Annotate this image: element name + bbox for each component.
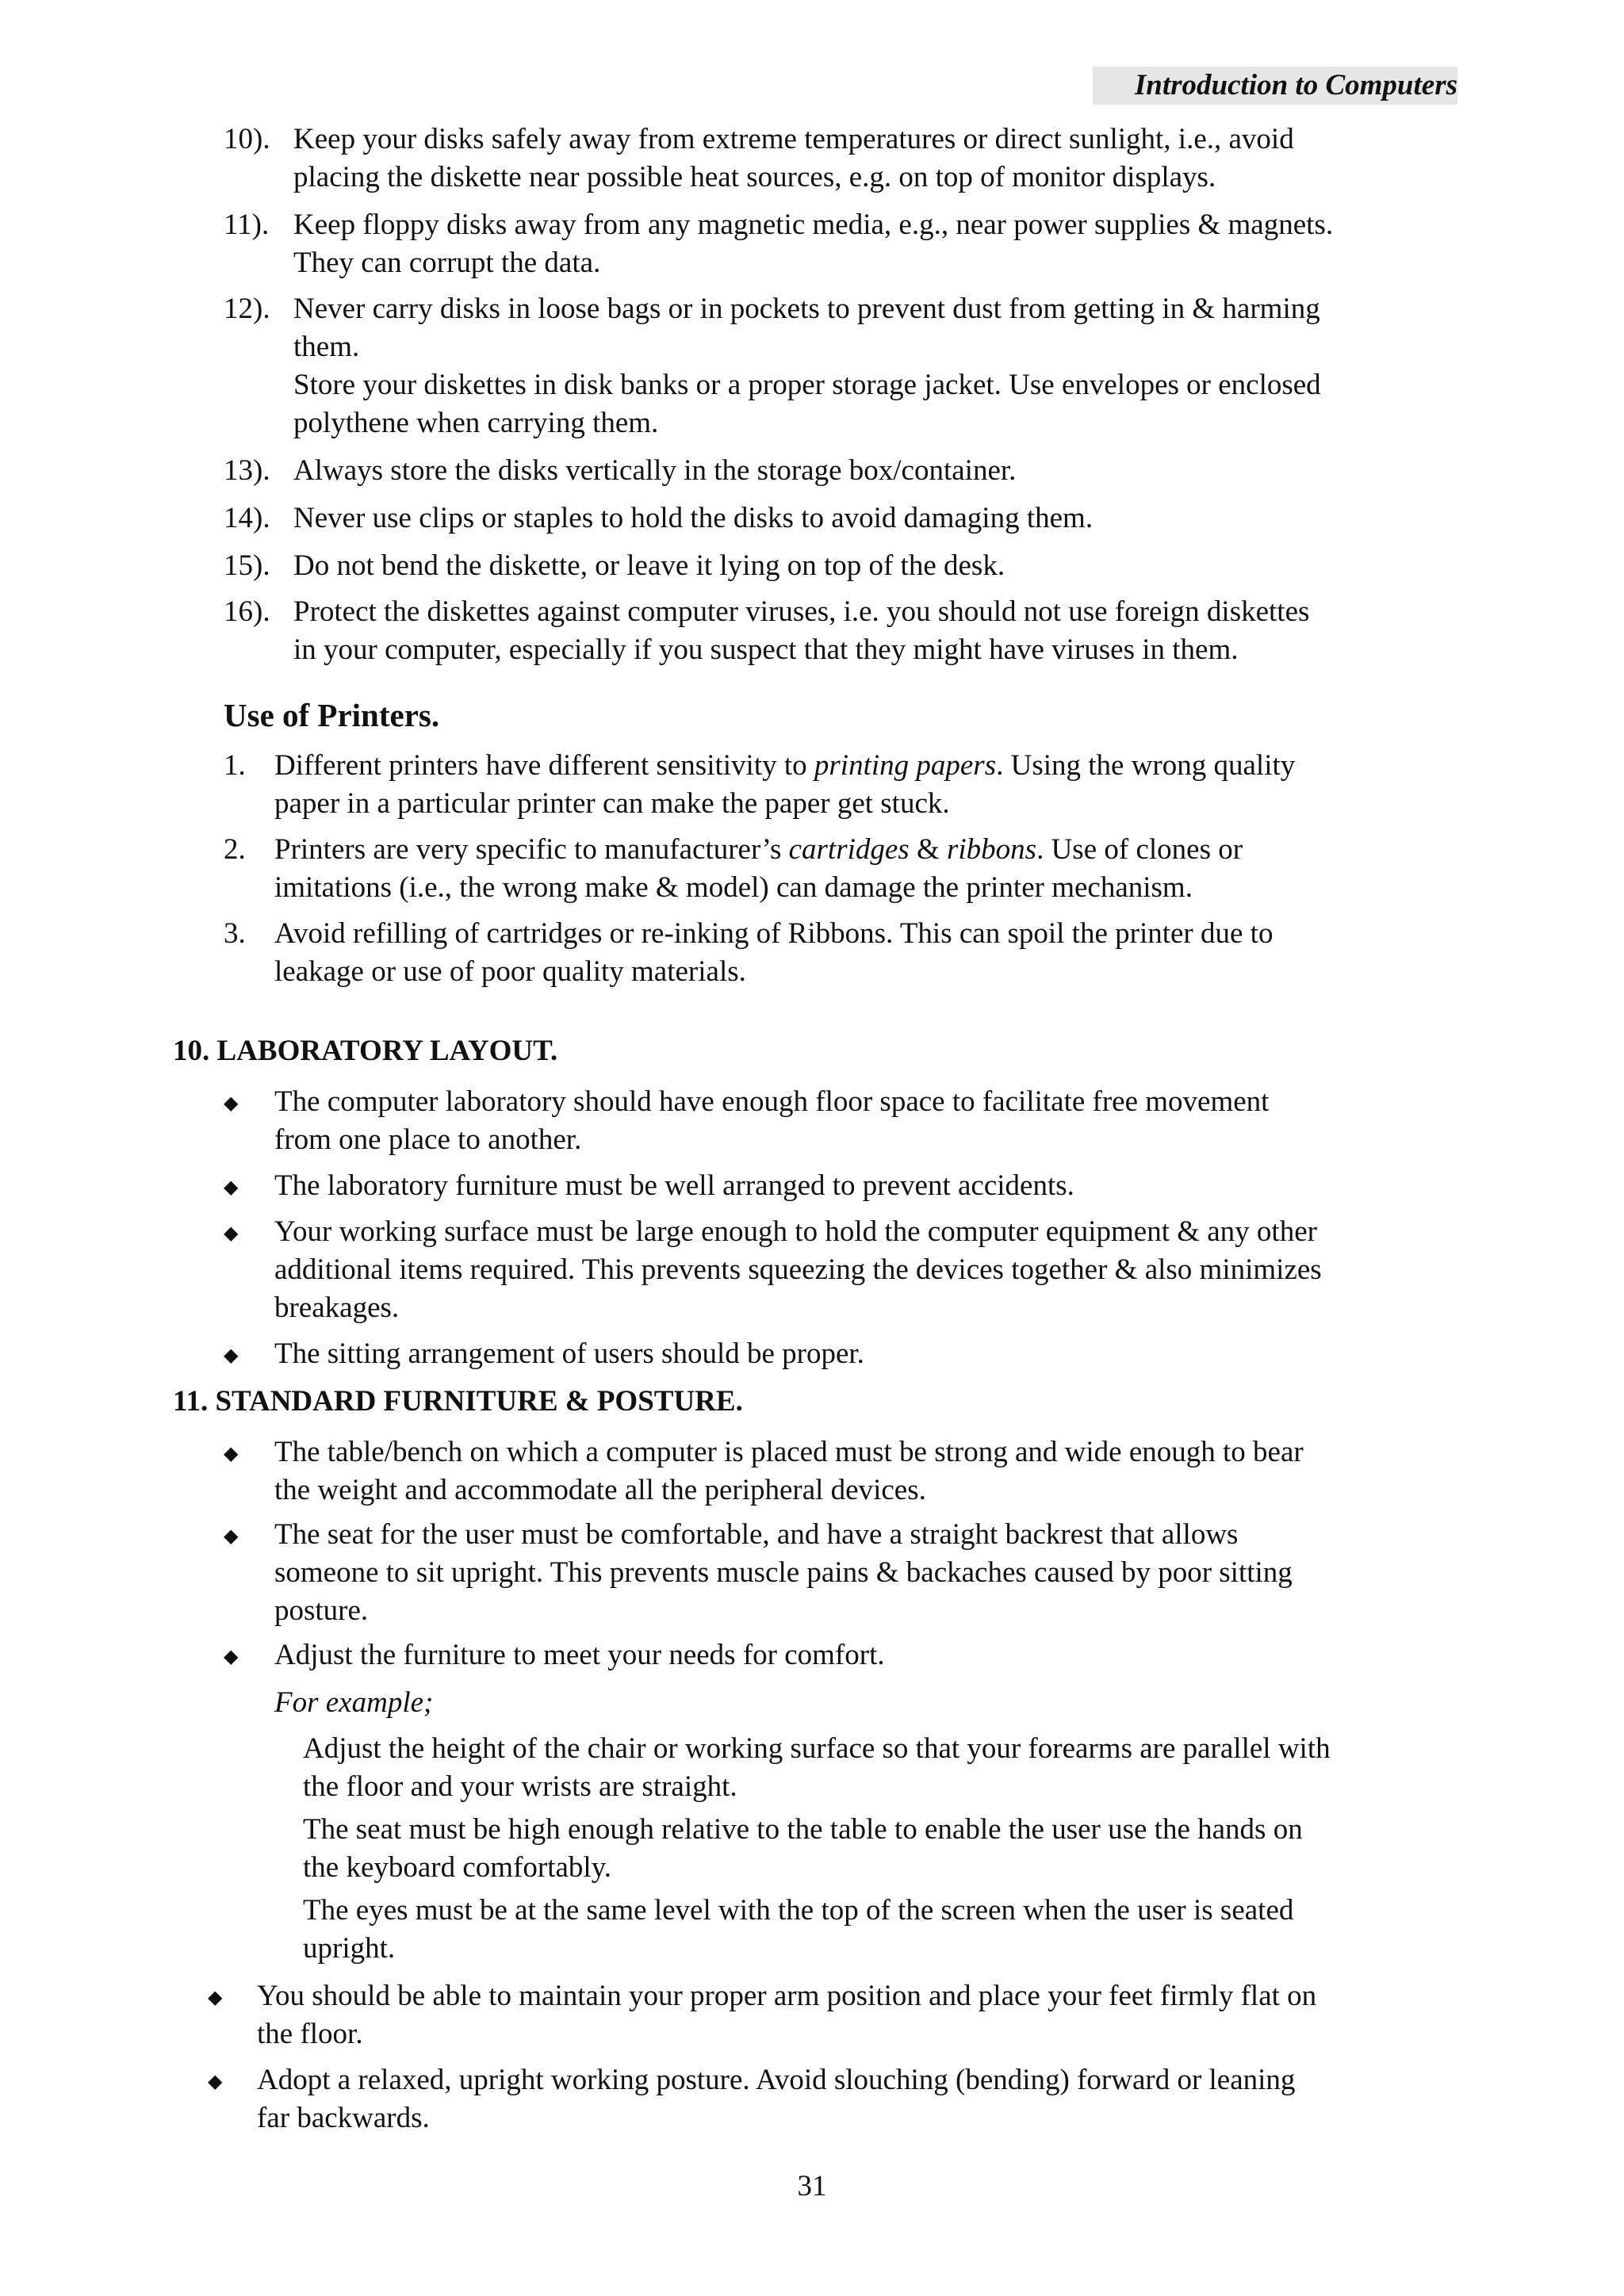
list-number: 1.	[224, 749, 246, 782]
list-number: 2.	[224, 833, 246, 866]
list-text: Adjust the furniture to meet your needs for comfort.	[274, 1639, 885, 1671]
lab-layout-heading: 10. LABORATORY LAYOUT.	[173, 1035, 558, 1067]
list-text: far backwards.	[257, 2102, 430, 2134]
list-text: the floor.	[257, 2018, 363, 2050]
example-label: For example;	[274, 1686, 434, 1719]
list-text: The computer laboratory should have enough floor space to facilitate free movement	[274, 1085, 1270, 1118]
diamond-bullet-icon: ◆	[224, 1093, 239, 1114]
list-number: 14).	[224, 502, 270, 534]
diamond-bullet-icon: ◆	[224, 1444, 239, 1464]
diamond-bullet-icon: ◆	[208, 2072, 223, 2092]
example-text: The eyes must be at the same level with the top of the screen when the user is seated	[303, 1894, 1294, 1927]
diamond-bullet-icon: ◆	[224, 1223, 239, 1244]
list-text: Protect the diskettes against computer viruses, i.e. you should not use foreign diskettes	[293, 595, 1310, 628]
list-text: Keep your disks safely away from extreme temperatures or direct sunlight, i.e., avoid	[293, 123, 1294, 155]
list-text: the weight and accommodate all the peripheral devices.	[274, 1474, 926, 1506]
list-text: Different printers have different sensitivity to printing papers. Using the wrong quality	[274, 749, 1296, 782]
list-text: Keep floppy disks away from any magnetic media, e.g., near power supplies & magnets.	[293, 209, 1334, 241]
printers-heading: Use of Printers.	[224, 697, 440, 733]
list-number: 13).	[224, 454, 270, 487]
list-text: The table/bench on which a computer is placed must be strong and wide enough to bear	[274, 1436, 1304, 1468]
diamond-bullet-icon: ◆	[224, 1177, 239, 1198]
list-number: 10).	[224, 123, 270, 155]
list-text: The seat for the user must be comfortable, and have a straight backrest that allows	[274, 1518, 1239, 1551]
list-text: The laboratory furniture must be well arranged to prevent accidents.	[274, 1169, 1074, 1202]
list-number: 3.	[224, 917, 246, 950]
list-number: 11).	[224, 209, 270, 241]
list-text: breakages.	[274, 1292, 400, 1324]
list-text: in your computer, especially if you suspect that they might have viruses in them.	[293, 633, 1239, 666]
running-header: Introduction to Computers	[1093, 67, 1457, 105]
list-text: Never use clips or staples to hold the disks to avoid damaging them.	[293, 502, 1094, 534]
list-text: Always store the disks vertically in the storage box/container.	[293, 454, 1017, 487]
list-text: Adopt a relaxed, upright working posture. Avoid slouching (bending) forward or leaning	[257, 2064, 1296, 2096]
list-text: Do not bend the diskette, or leave it lying on top of the desk.	[293, 549, 1005, 582]
list-text: additional items required. This prevents squeezing the devices together & also minimizes	[274, 1253, 1322, 1286]
page-number: 31	[797, 2170, 827, 2202]
list-text: imitations (i.e., the wrong make & model) can damage the printer mechanism.	[274, 871, 1193, 904]
list-text: someone to sit upright. This prevents muscle pains & backaches caused by poor sitting	[274, 1556, 1293, 1589]
list-text: You should be able to maintain your proper arm position and place your feet firmly flat on	[257, 1980, 1317, 2012]
list-text: Never carry disks in loose bags or in pockets to prevent dust from getting in & harming	[293, 293, 1320, 325]
diamond-bullet-icon: ◆	[224, 1647, 239, 1667]
list-text: them.	[293, 331, 360, 363]
example-text: The seat must be high enough relative to the table to enable the user use the hands on	[303, 1813, 1303, 1846]
example-text: the floor and your wrists are straight.	[303, 1770, 737, 1803]
example-text: the keyboard comfortably.	[303, 1851, 612, 1884]
list-text: from one place to another.	[274, 1123, 582, 1156]
list-text: They can corrupt the data.	[293, 247, 601, 279]
example-text: upright.	[303, 1932, 396, 1965]
list-text: The sitting arrangement of users should be proper.	[274, 1337, 864, 1370]
list-number: 16).	[224, 595, 270, 628]
list-text: Your working surface must be large enough to hold the computer equipment & any other	[274, 1215, 1317, 1248]
list-text: leakage or use of poor quality materials.	[274, 955, 746, 988]
diamond-bullet-icon: ◆	[224, 1526, 239, 1547]
list-number: 12).	[224, 293, 270, 325]
list-text: posture.	[274, 1594, 369, 1627]
furniture-heading: 11. STANDARD FURNITURE & POSTURE.	[173, 1385, 743, 1418]
list-text: polythene when carrying them.	[293, 407, 659, 439]
list-number: 15).	[224, 549, 270, 582]
list-text: placing the diskette near possible heat sources, e.g. on top of monitor displays.	[293, 161, 1216, 193]
example-text: Adjust the height of the chair or working surface so that your forearms are parallel with	[303, 1732, 1331, 1765]
diamond-bullet-icon: ◆	[224, 1345, 239, 1366]
diamond-bullet-icon: ◆	[208, 1988, 223, 2008]
list-text: Avoid refilling of cartridges or re-inking of Ribbons. This can spoil the printer due to	[274, 917, 1274, 950]
list-text: Store your diskettes in disk banks or a proper storage jacket. Use envelopes or enclosed	[293, 369, 1321, 401]
list-text: Printers are very specific to manufacturer’s cartridges & ribbons. Use of clones or	[274, 833, 1243, 866]
list-text: paper in a particular printer can make the paper get stuck.	[274, 787, 950, 820]
